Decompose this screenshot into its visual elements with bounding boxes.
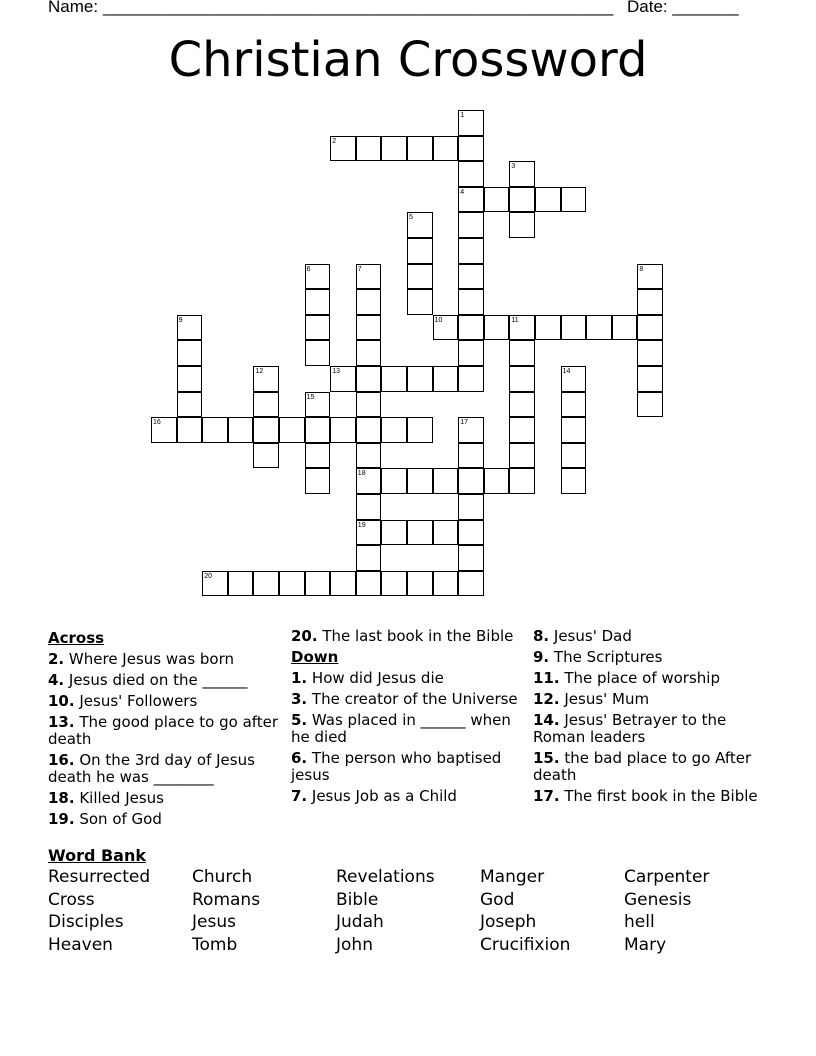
clue-text: Jesus' Dad xyxy=(549,627,632,645)
word-bank-word: Genesis xyxy=(624,890,692,910)
clue-number: 9 xyxy=(178,316,183,324)
clue-text: The Scriptures xyxy=(549,648,663,666)
grid-cell[interactable] xyxy=(356,494,382,520)
clue-item xyxy=(291,712,523,746)
clue-num: 8. xyxy=(533,627,550,645)
clue-item xyxy=(48,651,280,668)
word-bank-word: hell xyxy=(624,912,655,932)
grid-cell[interactable] xyxy=(637,340,663,366)
clue-num: 2. xyxy=(48,650,65,668)
date-line: _______ xyxy=(672,0,739,16)
clue-num: 5. xyxy=(291,711,308,729)
grid-cell[interactable] xyxy=(356,289,382,315)
grid-cell[interactable] xyxy=(381,571,407,597)
grid-cell[interactable] xyxy=(433,468,459,494)
grid-cell[interactable] xyxy=(253,443,279,469)
grid-cell[interactable] xyxy=(253,417,279,443)
grid-cell[interactable] xyxy=(458,494,484,520)
grid-cell[interactable] xyxy=(407,264,433,290)
clue-item xyxy=(291,628,523,645)
grid-cell[interactable] xyxy=(458,520,484,546)
word-bank-word: Heaven xyxy=(48,935,113,955)
grid-cell[interactable] xyxy=(305,443,331,469)
word-bank-word: Manger xyxy=(480,867,545,887)
grid-cell[interactable] xyxy=(407,571,433,597)
clue-text: Jesus' Betrayer to the Roman leaders xyxy=(533,711,727,746)
grid-cell[interactable] xyxy=(561,468,587,494)
grid-cell[interactable] xyxy=(407,520,433,546)
clue-text: Killed Jesus xyxy=(74,789,164,807)
grid-cell[interactable] xyxy=(305,571,331,597)
clue-item xyxy=(48,693,280,710)
grid-cell[interactable] xyxy=(356,315,382,341)
clue-number: 16 xyxy=(153,419,161,427)
clues-column-2 xyxy=(291,628,523,809)
clue-number: 2 xyxy=(332,137,337,145)
clue-text: The place of worship xyxy=(559,669,720,687)
grid-cell[interactable] xyxy=(433,520,459,546)
clue-text: Was placed in ______ when he died xyxy=(291,711,511,746)
grid-cell[interactable] xyxy=(458,443,484,469)
clue-num: 18. xyxy=(48,789,75,807)
clue-number: 3 xyxy=(511,163,516,171)
clue-text: The person who baptised jesus xyxy=(291,749,502,784)
word-bank-word: Cross xyxy=(48,890,95,910)
clue-num: 15. xyxy=(533,749,560,767)
grid-cell[interactable] xyxy=(356,417,382,443)
grid-cell[interactable] xyxy=(381,366,407,392)
word-bank-word: Disciples xyxy=(48,912,124,932)
clue-number: 17 xyxy=(460,419,468,427)
clue-num: 4. xyxy=(48,671,65,689)
grid-cell[interactable] xyxy=(253,392,279,418)
clue-num: 17. xyxy=(533,787,560,805)
clue-item xyxy=(48,811,280,828)
clue-item xyxy=(291,788,523,805)
clue-num: 6. xyxy=(291,749,308,767)
grid-cell[interactable] xyxy=(433,136,459,162)
grid-cell[interactable] xyxy=(458,366,484,392)
grid-cell[interactable] xyxy=(458,161,484,187)
clue-text: The creator of the Universe xyxy=(307,690,518,708)
clue-item xyxy=(533,691,765,708)
grid-cell[interactable] xyxy=(509,340,535,366)
clue-text: The first book in the Bible xyxy=(559,787,758,805)
grid-cell[interactable] xyxy=(305,315,331,341)
clue-num: 19. xyxy=(48,810,75,828)
word-bank-heading: Word Bank xyxy=(48,846,147,865)
clue-text: Son of God xyxy=(74,810,162,828)
word-bank-word: Carpenter xyxy=(624,867,710,887)
grid-cell[interactable] xyxy=(637,289,663,315)
grid-cell[interactable] xyxy=(356,366,382,392)
grid-cell[interactable] xyxy=(509,417,535,443)
grid-cell[interactable] xyxy=(458,571,484,597)
clue-number: 20 xyxy=(204,572,212,580)
grid-cell[interactable] xyxy=(458,340,484,366)
word-bank-word: Jesus xyxy=(192,912,236,932)
clue-item xyxy=(533,649,765,666)
clue-item xyxy=(48,790,280,807)
grid-cell[interactable] xyxy=(356,392,382,418)
grid-cell[interactable] xyxy=(509,366,535,392)
grid-cell[interactable] xyxy=(356,443,382,469)
grid-cell[interactable] xyxy=(407,468,433,494)
grid-cell[interactable] xyxy=(407,366,433,392)
grid-cell[interactable] xyxy=(356,136,382,162)
clue-number: 19 xyxy=(357,521,366,529)
grid-cell[interactable] xyxy=(330,571,356,597)
word-bank-word: Revelations xyxy=(336,867,435,887)
clue-number: 5 xyxy=(409,214,413,222)
name-label: Name: xyxy=(48,0,99,16)
grid-cell[interactable] xyxy=(637,392,663,418)
grid-cell[interactable] xyxy=(356,545,382,571)
grid-cell[interactable] xyxy=(509,468,535,494)
grid-cell[interactable] xyxy=(356,340,382,366)
grid-cell[interactable] xyxy=(586,315,612,341)
date-label: Date: xyxy=(627,0,668,16)
grid-cell[interactable] xyxy=(561,392,587,418)
clue-num: 7. xyxy=(291,787,308,805)
grid-cell[interactable] xyxy=(484,468,510,494)
clue-num: 14. xyxy=(533,711,560,729)
grid-cell[interactable] xyxy=(484,315,510,341)
grid-cell[interactable] xyxy=(381,468,407,494)
clue-number: 15 xyxy=(306,393,315,401)
grid-cell[interactable] xyxy=(407,289,433,315)
clue-text: Jesus Job as a Child xyxy=(307,787,457,805)
clue-item xyxy=(48,714,280,748)
clue-number: 11 xyxy=(511,316,519,324)
word-bank-word: Mary xyxy=(624,935,667,955)
clues-column-1 xyxy=(48,628,280,832)
clue-item xyxy=(533,628,765,645)
clue-number: 8 xyxy=(639,265,644,273)
clue-num: 9. xyxy=(533,648,550,666)
clue-item xyxy=(48,672,280,689)
clue-item xyxy=(291,750,523,784)
grid-cell[interactable] xyxy=(407,238,433,264)
grid-cell[interactable] xyxy=(458,289,484,315)
grid-cell[interactable] xyxy=(305,417,331,443)
clue-item xyxy=(533,670,765,687)
down-heading: Down xyxy=(291,648,339,666)
word-bank-word: Tomb xyxy=(192,935,238,955)
grid-cell[interactable] xyxy=(279,571,305,597)
grid-cell[interactable] xyxy=(561,417,587,443)
grid-cell[interactable] xyxy=(458,136,484,162)
word-bank-word: Judah xyxy=(336,912,384,932)
clue-number: 1 xyxy=(460,112,465,119)
grid-cell[interactable] xyxy=(381,136,407,162)
word-bank-word: Church xyxy=(192,867,253,887)
grid-cell[interactable] xyxy=(509,212,535,238)
grid-cell[interactable] xyxy=(458,315,484,341)
clue-item xyxy=(533,712,765,746)
grid-cell[interactable] xyxy=(637,315,663,341)
clue-num: 11. xyxy=(533,669,560,687)
grid-cell[interactable] xyxy=(509,443,535,469)
grid-cell[interactable] xyxy=(433,366,459,392)
clue-item xyxy=(533,788,765,805)
clue-item xyxy=(291,691,523,708)
clue-num: 16. xyxy=(48,751,75,769)
grid-cell[interactable] xyxy=(177,366,203,392)
clue-text: Jesus' Mum xyxy=(559,690,650,708)
grid-cell[interactable] xyxy=(279,417,305,443)
clues-column-3 xyxy=(533,628,765,809)
word-bank-word: Bible xyxy=(336,890,379,910)
clue-num: 13. xyxy=(48,713,75,731)
grid-cell[interactable] xyxy=(458,545,484,571)
grid-cell[interactable] xyxy=(177,392,203,418)
clue-num: 10. xyxy=(48,692,75,710)
clue-number: 14 xyxy=(562,368,571,375)
grid-cell[interactable] xyxy=(535,315,561,341)
clue-text: The good place to go after death xyxy=(48,713,279,748)
clue-text: Jesus' Followers xyxy=(74,692,198,710)
clue-num: 20. xyxy=(291,627,318,645)
grid-cell[interactable] xyxy=(561,443,587,469)
grid-cell[interactable] xyxy=(407,136,433,162)
word-bank-word: John xyxy=(336,935,373,955)
word-bank-word: Resurrected xyxy=(48,867,151,887)
clue-number: 10 xyxy=(434,316,443,324)
grid-cell[interactable] xyxy=(637,366,663,392)
page-title: Christian Crossword xyxy=(168,32,648,88)
clue-text: the bad place to go After death xyxy=(533,749,752,784)
grid-cell[interactable] xyxy=(330,417,356,443)
grid-cell[interactable] xyxy=(228,417,254,443)
grid-cell[interactable] xyxy=(202,417,228,443)
grid-cell[interactable] xyxy=(305,289,331,315)
grid-cell[interactable] xyxy=(433,571,459,597)
name-line: ______________________________________________________ xyxy=(102,0,614,16)
grid-cell[interactable] xyxy=(305,468,331,494)
clue-number: 6 xyxy=(306,265,311,273)
word-bank-word: Crucifixion xyxy=(480,935,571,955)
grid-cell[interactable] xyxy=(177,340,203,366)
grid-cell[interactable] xyxy=(407,417,433,443)
clue-number: 18 xyxy=(357,470,366,478)
word-bank-word: God xyxy=(480,890,515,910)
grid-cell[interactable] xyxy=(177,417,203,443)
grid-cell[interactable] xyxy=(535,187,561,213)
clue-item xyxy=(48,752,280,786)
across-heading: Across xyxy=(48,629,105,647)
grid-cell[interactable] xyxy=(509,187,535,213)
grid-cell[interactable] xyxy=(228,571,254,597)
clue-number: 7 xyxy=(357,265,362,273)
clue-number: 13 xyxy=(332,368,340,375)
grid-cell[interactable] xyxy=(381,520,407,546)
grid-cell[interactable] xyxy=(253,571,279,597)
grid-cell[interactable] xyxy=(458,468,484,494)
word-bank-word: Joseph xyxy=(480,912,537,932)
grid-cell[interactable] xyxy=(458,264,484,290)
grid-cell[interactable] xyxy=(612,315,638,341)
clue-num: 1. xyxy=(291,669,308,687)
clue-text: On the 3rd day of Jesus death he was ________ xyxy=(48,751,255,786)
clue-text: How did Jesus die xyxy=(307,669,444,687)
grid-cell[interactable] xyxy=(484,187,510,213)
grid-cell[interactable] xyxy=(356,571,382,597)
clue-text: Jesus died on the ______ xyxy=(64,671,248,689)
clue-text: The last book in the Bible xyxy=(317,627,514,645)
grid-cell[interactable] xyxy=(458,212,484,238)
grid-cell[interactable] xyxy=(458,238,484,264)
grid-cell[interactable] xyxy=(561,315,587,341)
word-bank-word: Romans xyxy=(192,890,261,910)
grid-cell[interactable] xyxy=(561,187,587,213)
grid-cell[interactable] xyxy=(381,417,407,443)
clue-num: 12. xyxy=(533,690,560,708)
grid-cell[interactable] xyxy=(305,340,331,366)
clue-text: Where Jesus was born xyxy=(64,650,235,668)
grid-cell[interactable] xyxy=(509,392,535,418)
clue-num: 3. xyxy=(291,690,308,708)
clue-number: 12 xyxy=(255,368,264,375)
clue-number: 4 xyxy=(460,188,465,196)
clue-item xyxy=(533,750,765,784)
clue-item xyxy=(291,670,523,687)
